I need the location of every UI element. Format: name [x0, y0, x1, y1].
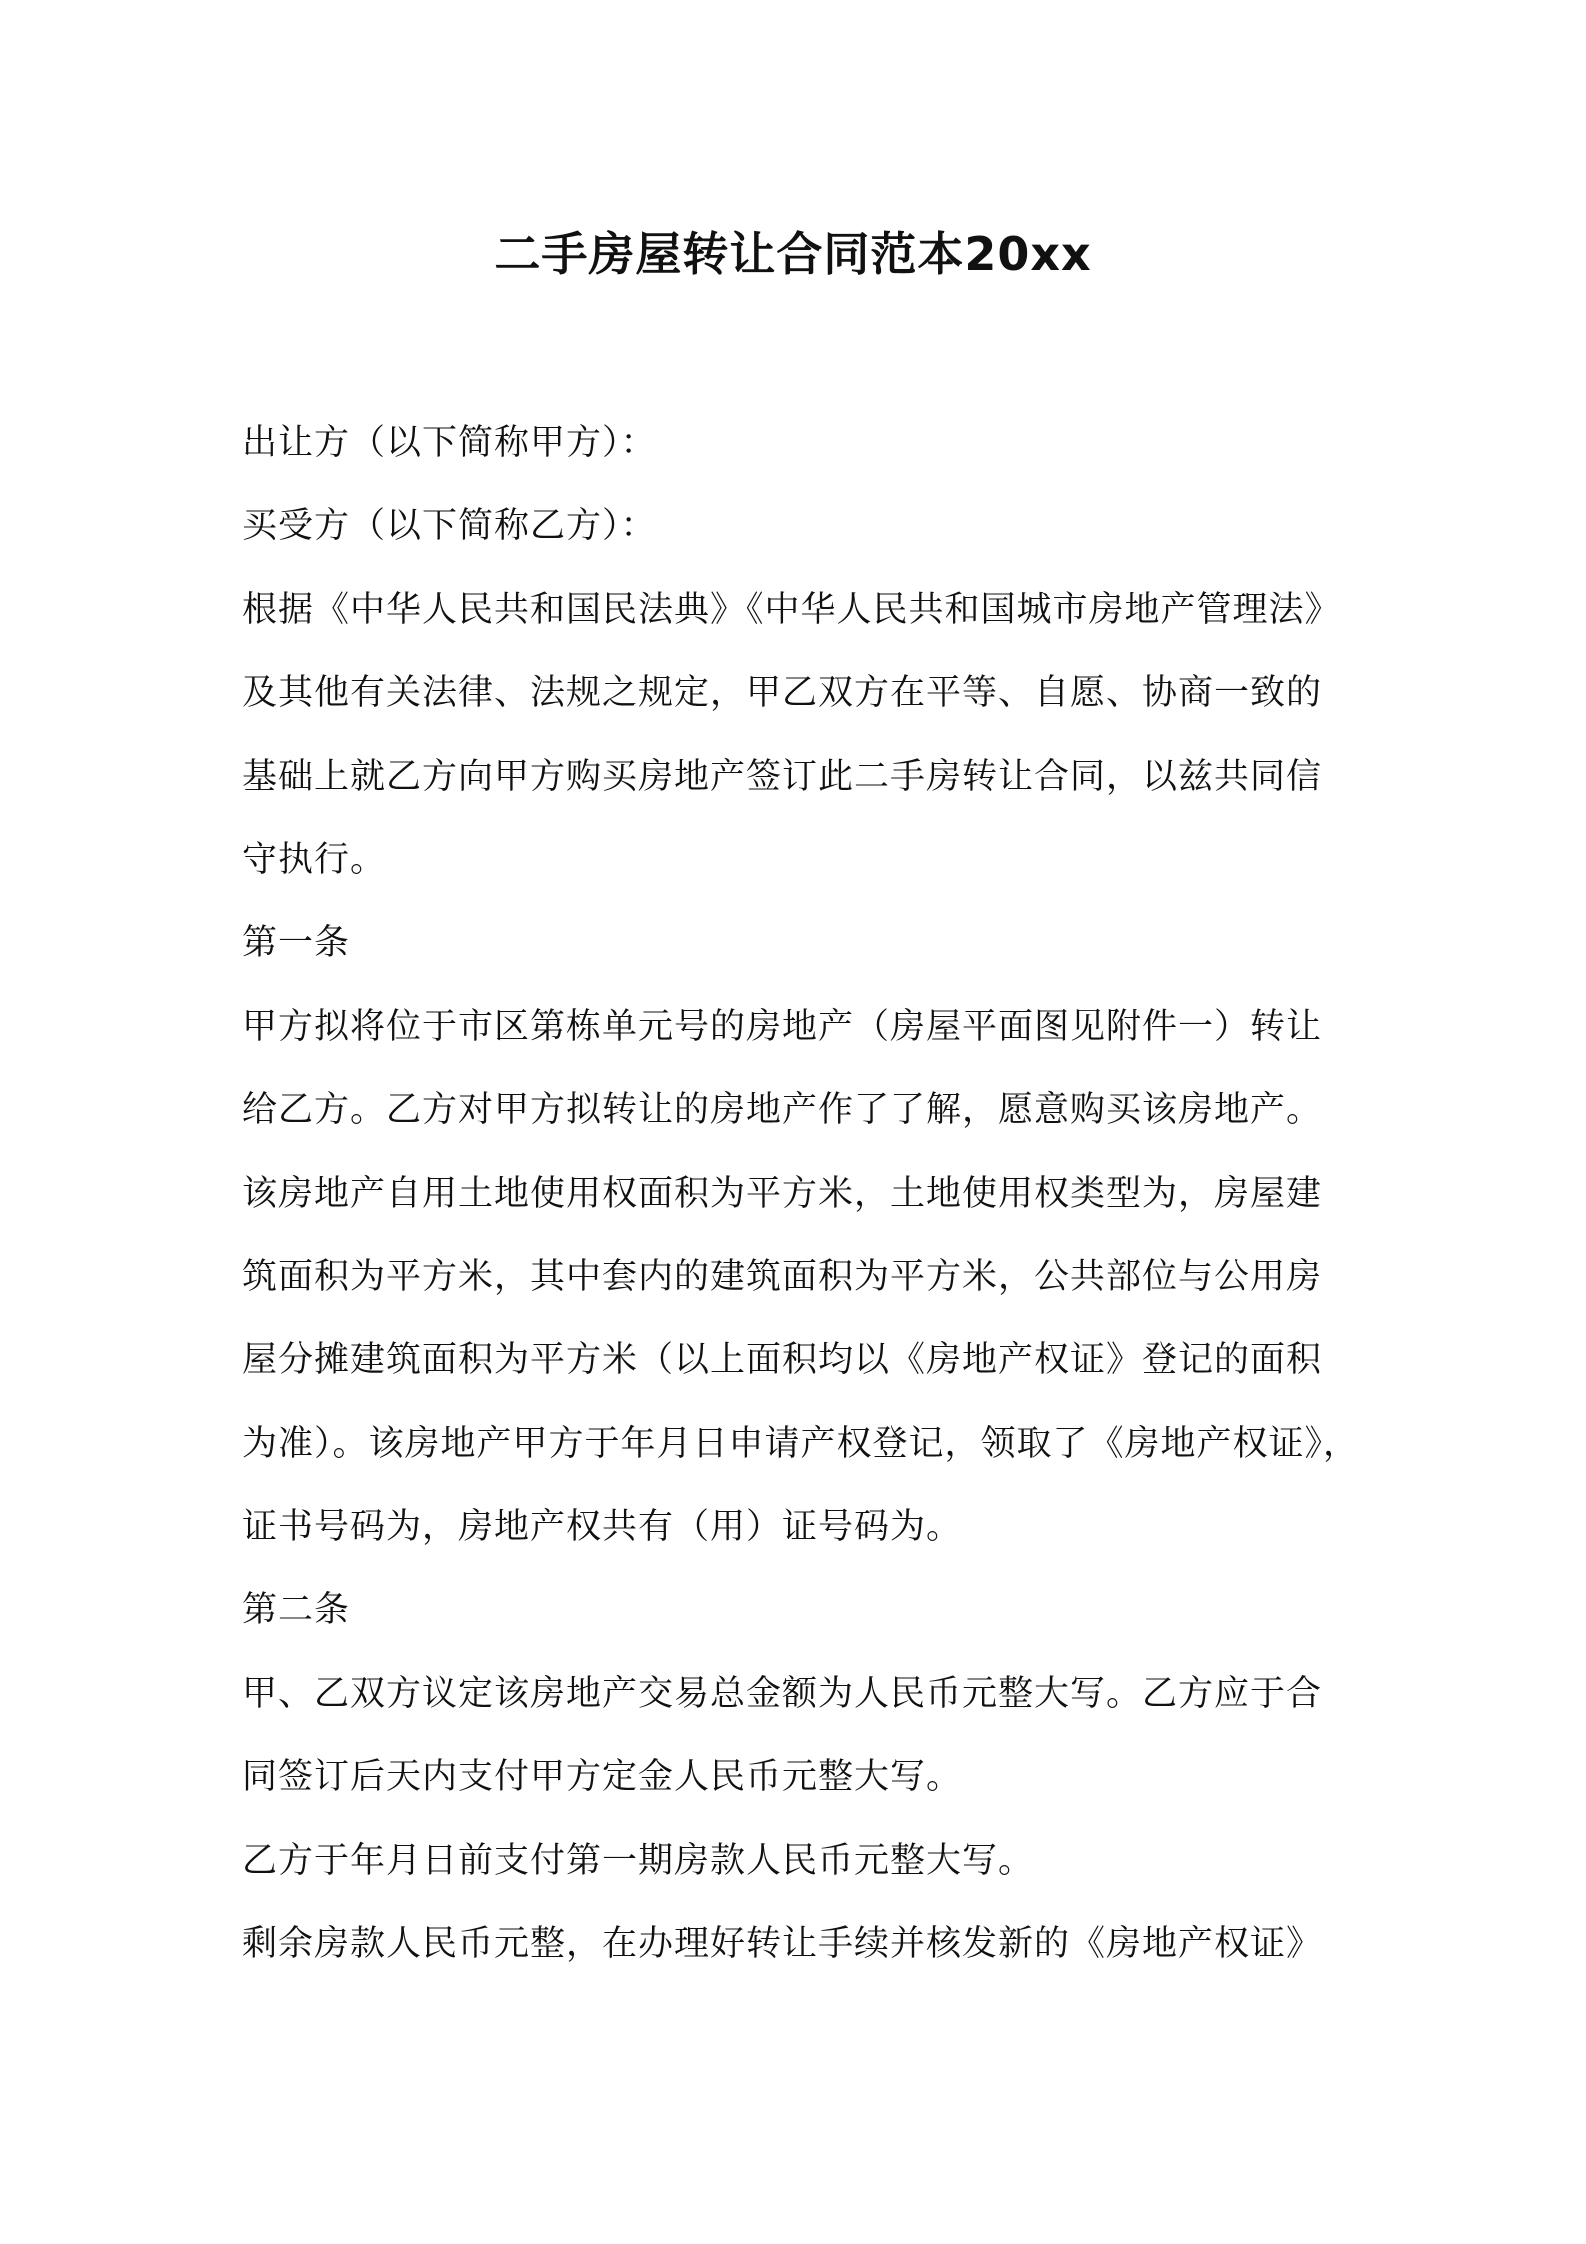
article-2-line-2: 同签订后天内支付甲方定金人民币元整大写。: [242, 1757, 963, 1798]
article-2-heading: 第二条: [242, 1590, 351, 1631]
article-1-line-3: 该房地产自用土地使用权面积为平方米，土地使用权类型为，房屋建: [242, 1173, 1323, 1214]
article-1-line-4: 筑面积为平方米，其中套内的建筑面积为平方米，公共部位与公用房: [242, 1256, 1323, 1297]
article-1-line-1: 甲方拟将位于市区第栋单元号的房地产（房屋平面图见附件一）转让: [242, 1006, 1323, 1047]
preamble-line-4: 守执行。: [242, 839, 387, 880]
article-1-line-5: 屋分摊建筑面积为平方米（以上面积均以《房地产权证》登记的面积: [242, 1340, 1323, 1381]
party-b-line: 买受方（以下简称乙方）：: [242, 506, 657, 547]
party-a-line: 出让方（以下简称甲方）：: [242, 423, 657, 463]
document-body: [242, 402, 1392, 1986]
article-2-line-3: 乙方于年月日前支付第一期房款人民币元整大写。: [242, 1840, 1035, 1881]
article-1-line-2: 给乙方。乙方对甲方拟转让的房地产作了了解，愿意购买该房地产。: [242, 1090, 1323, 1131]
preamble-line-2: 及其他有关法律、法规之规定，甲乙双方在平等、自愿、协商一致的: [242, 673, 1323, 714]
article-2-line-4: 剩余房款人民币元整，在办理好转让手续并核发新的《房地产权证》: [242, 1924, 1323, 1965]
article-1-heading: 第一条: [242, 923, 351, 964]
preamble-line-3: 基础上就乙方向甲方购买房地产签订此二手房转让合同，以兹共同信: [242, 756, 1323, 797]
document-title: 二手房屋转让合同范本20xx: [494, 227, 1092, 281]
preamble-line-1: 根据《中华人民共和国民法典》《中华人民共和国城市房地产管理法》: [242, 589, 1341, 630]
article-2-line-1: 甲、乙双方议定该房地产交易总金额为人民币元整大写。乙方应于合: [242, 1673, 1323, 1714]
article-1-line-6: 为准）。该房地产甲方于年月日申请产权登记，领取了《房地产权证》，: [242, 1423, 1360, 1464]
article-1-line-7: 证书号码为，房地产权共有（用）证号码为。: [242, 1507, 963, 1548]
